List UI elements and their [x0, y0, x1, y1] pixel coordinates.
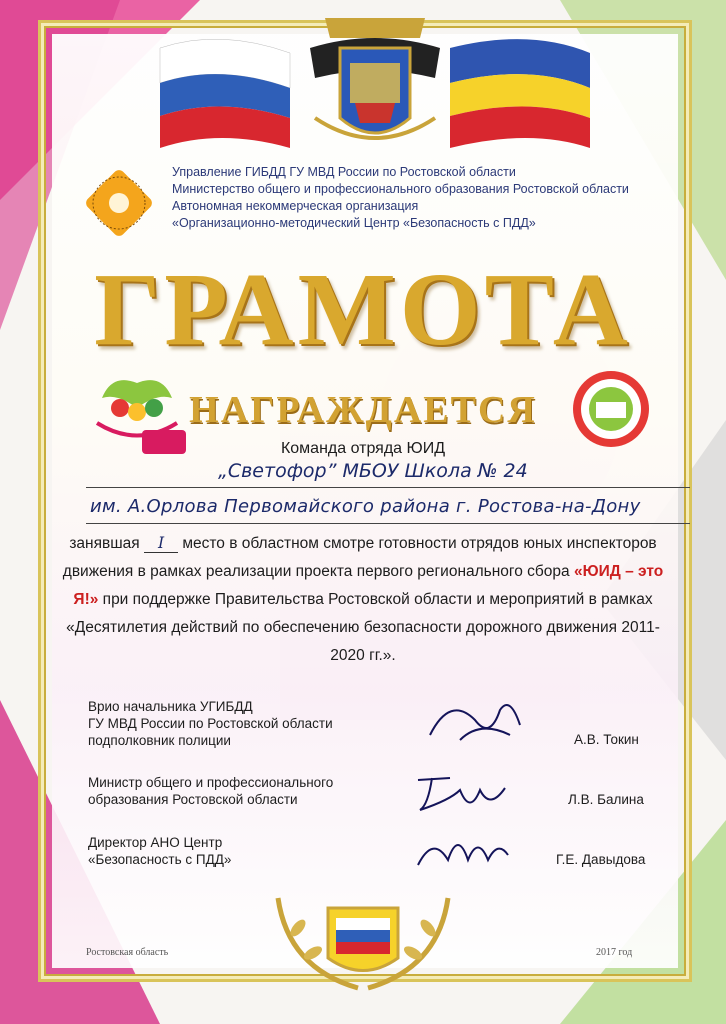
body-after-place: место в областном смотре готовности отрядов юных инспекторов движения в рамках реализации проекта первого регионального сбора — [62, 535, 657, 580]
signatory-name: Л.В. Балина — [568, 792, 644, 807]
position-line: образования Ростовской области — [88, 792, 298, 807]
footer-year: 2017 год — [596, 947, 633, 958]
coat-of-arms-icon — [310, 18, 440, 138]
handwritten-school-name: им. А.Орлова Первомайского района г. Ростова-на-Дону — [86, 496, 690, 524]
traffic-police-emblem-icon — [258, 878, 468, 998]
signatory-name: А.В. Токин — [574, 732, 639, 747]
team-label: Команда отряда ЮИД — [280, 440, 446, 457]
signatory-position — [88, 834, 231, 868]
handwritten-team-name: „Светофор” МБОУ Школа № 24 — [86, 460, 690, 488]
organizations-block — [172, 164, 629, 232]
signatory-name: Г.Е. Давыдова — [556, 852, 646, 867]
position-line: Врио начальника УГИБДД — [88, 699, 253, 714]
signature-icon — [408, 815, 518, 875]
position-line: Министр общего и профессионального — [88, 775, 334, 790]
organization-line: Автономная некоммерческая организация — [172, 199, 419, 213]
award-heading: НАГРАЖДАЕТСЯ — [189, 389, 537, 431]
body-before-place: занявшая — [69, 535, 140, 552]
award-description — [60, 530, 666, 670]
organization-line: Управление ГИБДД ГУ МВД России по Ростовской области — [172, 165, 516, 179]
russian-flag-icon — [160, 39, 290, 148]
position-line: «Безопасность с ПДД» — [88, 852, 232, 867]
decade-logo-icon — [78, 162, 160, 244]
signatory-position — [88, 698, 333, 749]
handwritten-place: I — [144, 534, 178, 553]
certificate-title: ГРАМОТА — [94, 252, 632, 367]
signatory-position — [88, 774, 333, 808]
project-name-highlight: «ЮИД – это Я!» — [73, 563, 664, 608]
body-after-highlight: при поддержке Правительства Ростовской области и мероприятий в рамках «Десятилетия действий по обеспечению безопасности дорожного движения 2011-2020 гг.». — [66, 591, 660, 664]
flags-and-coat-of-arms — [150, 8, 600, 158]
position-line: ГУ МВД России по Ростовской области — [88, 716, 333, 731]
organization-line: «Организационно-методический Центр «Безопасность с ПДД» — [172, 216, 536, 230]
position-line: Директор АНО Центр — [88, 835, 223, 850]
footer-region: Ростовская область — [86, 947, 169, 958]
rostov-flag-icon — [450, 39, 590, 148]
position-line: подполковник полиции — [88, 733, 231, 748]
signature-icon — [410, 760, 520, 820]
organization-line: Министерство общего и профессионального образования Ростовской области — [172, 182, 629, 196]
signature-icon — [420, 690, 530, 750]
